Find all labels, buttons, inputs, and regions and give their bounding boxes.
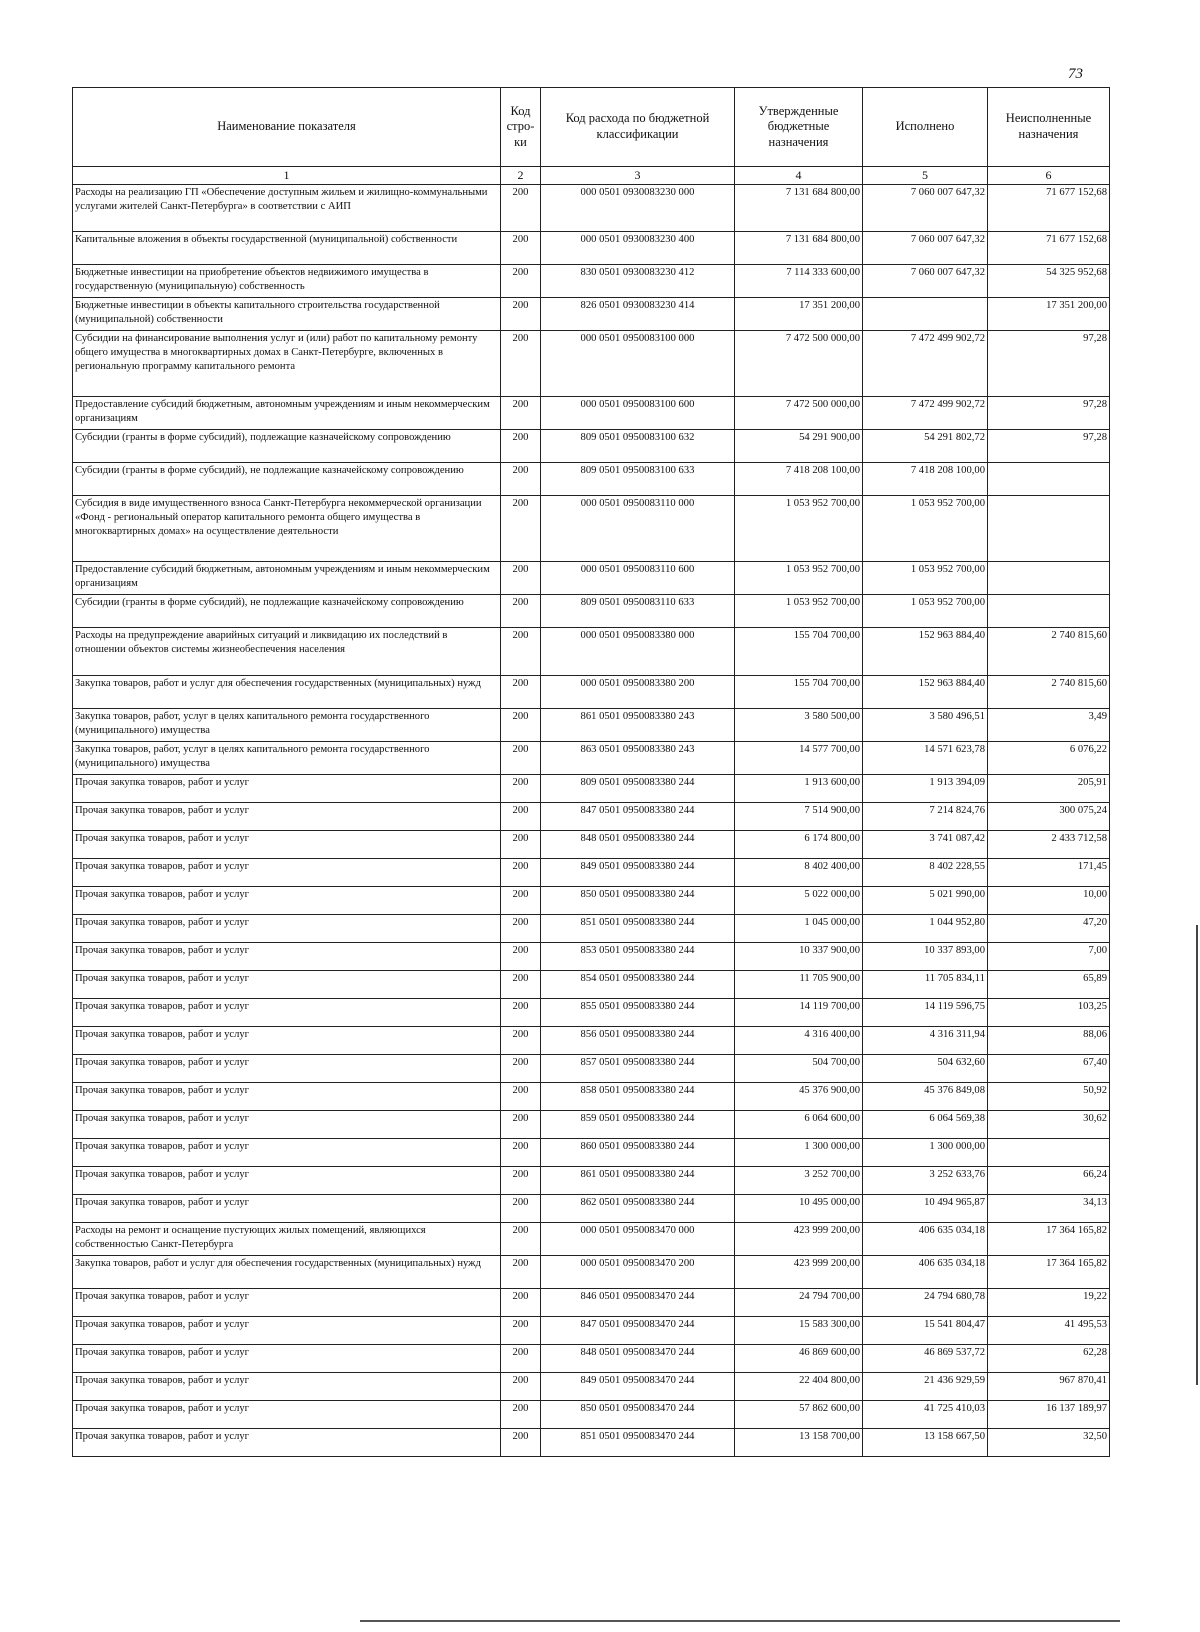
row-unexecuted <box>988 463 1110 496</box>
row-line-code: 200 <box>501 1167 541 1195</box>
table-row <box>73 496 1110 562</box>
row-unexecuted: 88,06 <box>988 1027 1110 1055</box>
row-name: Субсидии (гранты в форме субсидий), подлежащие казначейскому сопровождению <box>73 430 501 463</box>
row-line-code: 200 <box>501 943 541 971</box>
column-number: 1 <box>73 167 501 185</box>
row-unexecuted: 47,20 <box>988 915 1110 943</box>
row-name: Прочая закупка товаров, работ и услуг <box>73 887 501 915</box>
table-row <box>73 887 1110 915</box>
row-line-code: 200 <box>501 1317 541 1345</box>
row-line-code: 200 <box>501 1055 541 1083</box>
row-name: Прочая закупка товаров, работ и услуг <box>73 1289 501 1317</box>
row-executed: 24 794 680,78 <box>863 1289 988 1317</box>
row-unexecuted: 17 364 165,82 <box>988 1223 1110 1256</box>
row-classification: 000 0501 0950083470 200 <box>541 1256 735 1289</box>
row-executed: 45 376 849,08 <box>863 1083 988 1111</box>
row-name: Бюджетные инвестиции в объекты капитального строительства государственной (муниципальной) собственности <box>73 298 501 331</box>
row-name: Субсидии на финансирование выполнения услуг и (или) работ по капитальному ремонту общего имущества в многоквартирных домах в Санкт-Петербурге, включенных в региональную программу капитального ремонта <box>73 331 501 397</box>
row-executed: 3 252 633,76 <box>863 1167 988 1195</box>
table-row <box>73 943 1110 971</box>
row-executed: 13 158 667,50 <box>863 1429 988 1457</box>
row-executed: 6 064 569,38 <box>863 1111 988 1139</box>
row-approved: 13 158 700,00 <box>735 1429 863 1457</box>
row-executed: 1 053 952 700,00 <box>863 496 988 562</box>
row-line-code: 200 <box>501 971 541 999</box>
row-executed: 5 021 990,00 <box>863 887 988 915</box>
row-unexecuted: 54 325 952,68 <box>988 265 1110 298</box>
row-name: Предоставление субсидий бюджетным, автономным учреждениям и иным некоммерческим организациям <box>73 397 501 430</box>
row-approved: 6 174 800,00 <box>735 831 863 859</box>
row-approved: 46 869 600,00 <box>735 1345 863 1373</box>
table-row <box>73 1289 1110 1317</box>
row-unexecuted <box>988 562 1110 595</box>
table-row <box>73 397 1110 430</box>
row-line-code: 200 <box>501 265 541 298</box>
row-classification: 000 0501 0950083380 000 <box>541 628 735 676</box>
header-executed: Исполнено <box>863 88 988 167</box>
row-approved: 7 114 333 600,00 <box>735 265 863 298</box>
row-classification: 850 0501 0950083470 244 <box>541 1401 735 1429</box>
row-unexecuted: 65,89 <box>988 971 1110 999</box>
row-unexecuted: 2 433 712,58 <box>988 831 1110 859</box>
table-row <box>73 1256 1110 1289</box>
row-classification: 851 0501 0950083470 244 <box>541 1429 735 1457</box>
table-row <box>73 1429 1110 1457</box>
header-indicator-name: Наименование показателя <box>73 88 501 167</box>
row-line-code: 200 <box>501 1083 541 1111</box>
row-name: Прочая закупка товаров, работ и услуг <box>73 1139 501 1167</box>
row-approved: 1 053 952 700,00 <box>735 595 863 628</box>
table-row <box>73 1055 1110 1083</box>
row-name: Субсидия в виде имущественного взноса Санкт-Петербурга некоммерческой организации «Фонд - региональный оператор капитального ремонта общего имущества в многоквартирных домах» на осуществление деятельности <box>73 496 501 562</box>
table-row <box>73 859 1110 887</box>
row-executed: 11 705 834,11 <box>863 971 988 999</box>
row-approved: 7 131 684 800,00 <box>735 232 863 265</box>
row-line-code: 200 <box>501 1373 541 1401</box>
row-name: Расходы на предупреждение аварийных ситуаций и ликвидацию их последствий в отношении объектов системы жизнеобеспечения населения <box>73 628 501 676</box>
row-classification: 830 0501 0930083230 412 <box>541 265 735 298</box>
column-number: 3 <box>541 167 735 185</box>
table-row <box>73 676 1110 709</box>
row-executed: 8 402 228,55 <box>863 859 988 887</box>
row-approved: 6 064 600,00 <box>735 1111 863 1139</box>
row-line-code: 200 <box>501 496 541 562</box>
row-name: Прочая закупка товаров, работ и услуг <box>73 1317 501 1345</box>
row-name: Предоставление субсидий бюджетным, автономным учреждениям и иным некоммерческим организациям <box>73 562 501 595</box>
table-row <box>73 775 1110 803</box>
row-executed: 10 494 965,87 <box>863 1195 988 1223</box>
row-executed: 7 060 007 647,32 <box>863 232 988 265</box>
row-classification: 000 0501 0950083380 200 <box>541 676 735 709</box>
table-row <box>73 1373 1110 1401</box>
row-approved: 45 376 900,00 <box>735 1083 863 1111</box>
row-unexecuted: 103,25 <box>988 999 1110 1027</box>
row-name: Закупка товаров, работ, услуг в целях капитального ремонта государственного (муниципального) имущества <box>73 709 501 742</box>
row-approved: 5 022 000,00 <box>735 887 863 915</box>
row-executed: 14 119 596,75 <box>863 999 988 1027</box>
table-row <box>73 1317 1110 1345</box>
row-executed: 406 635 034,18 <box>863 1256 988 1289</box>
scan-edge-line <box>1196 925 1198 1385</box>
row-name: Прочая закупка товаров, работ и услуг <box>73 971 501 999</box>
row-approved: 11 705 900,00 <box>735 971 863 999</box>
table-row <box>73 331 1110 397</box>
row-name: Прочая закупка товаров, работ и услуг <box>73 1111 501 1139</box>
row-executed: 7 472 499 902,72 <box>863 331 988 397</box>
row-name: Прочая закупка товаров, работ и услуг <box>73 859 501 887</box>
row-approved: 10 495 000,00 <box>735 1195 863 1223</box>
row-approved: 57 862 600,00 <box>735 1401 863 1429</box>
row-line-code: 200 <box>501 1429 541 1457</box>
row-unexecuted: 17 351 200,00 <box>988 298 1110 331</box>
row-unexecuted: 16 137 189,97 <box>988 1401 1110 1429</box>
row-unexecuted: 10,00 <box>988 887 1110 915</box>
row-approved: 15 583 300,00 <box>735 1317 863 1345</box>
row-name: Прочая закупка товаров, работ и услуг <box>73 1195 501 1223</box>
row-approved: 7 514 900,00 <box>735 803 863 831</box>
row-executed: 3 741 087,42 <box>863 831 988 859</box>
row-classification: 000 0501 0930083230 400 <box>541 232 735 265</box>
row-line-code: 200 <box>501 676 541 709</box>
row-executed: 152 963 884,40 <box>863 628 988 676</box>
row-approved: 54 291 900,00 <box>735 430 863 463</box>
row-executed: 1 300 000,00 <box>863 1139 988 1167</box>
row-unexecuted: 97,28 <box>988 397 1110 430</box>
row-approved: 1 300 000,00 <box>735 1139 863 1167</box>
row-executed: 46 869 537,72 <box>863 1345 988 1373</box>
row-unexecuted: 41 495,53 <box>988 1317 1110 1345</box>
row-name: Прочая закупка товаров, работ и услуг <box>73 1055 501 1083</box>
row-unexecuted <box>988 496 1110 562</box>
table-body <box>73 185 1110 1457</box>
table-row <box>73 298 1110 331</box>
table-row <box>73 1195 1110 1223</box>
row-executed: 3 580 496,51 <box>863 709 988 742</box>
row-line-code: 200 <box>501 1195 541 1223</box>
row-line-code: 200 <box>501 430 541 463</box>
row-classification: 855 0501 0950083380 244 <box>541 999 735 1027</box>
row-approved: 14 577 700,00 <box>735 742 863 775</box>
row-classification: 000 0501 0950083110 000 <box>541 496 735 562</box>
row-name: Прочая закупка товаров, работ и услуг <box>73 1401 501 1429</box>
row-classification: 861 0501 0950083380 244 <box>541 1167 735 1195</box>
row-line-code: 200 <box>501 298 541 331</box>
row-executed: 504 632,60 <box>863 1055 988 1083</box>
row-line-code: 200 <box>501 709 541 742</box>
row-approved: 1 053 952 700,00 <box>735 496 863 562</box>
row-unexecuted: 97,28 <box>988 430 1110 463</box>
row-approved: 24 794 700,00 <box>735 1289 863 1317</box>
row-name: Расходы на ремонт и оснащение пустующих жилых помещений, являющихся собственностью Санкт-Петербурга <box>73 1223 501 1256</box>
row-name: Бюджетные инвестиции на приобретение объектов недвижимого имущества в государственную (муниципальную) собственность <box>73 265 501 298</box>
row-executed: 152 963 884,40 <box>863 676 988 709</box>
row-unexecuted: 71 677 152,68 <box>988 232 1110 265</box>
row-classification: 860 0501 0950083380 244 <box>541 1139 735 1167</box>
row-unexecuted: 6 076,22 <box>988 742 1110 775</box>
row-classification: 000 0501 0950083100 000 <box>541 331 735 397</box>
row-classification: 000 0501 0930083230 000 <box>541 185 735 232</box>
row-line-code: 200 <box>501 562 541 595</box>
table-row <box>73 1223 1110 1256</box>
row-classification: 809 0501 0950083380 244 <box>541 775 735 803</box>
row-line-code: 200 <box>501 1223 541 1256</box>
row-unexecuted: 34,13 <box>988 1195 1110 1223</box>
column-number: 5 <box>863 167 988 185</box>
row-executed: 7 418 208 100,00 <box>863 463 988 496</box>
row-classification: 809 0501 0950083100 633 <box>541 463 735 496</box>
table-row <box>73 742 1110 775</box>
row-classification: 846 0501 0950083470 244 <box>541 1289 735 1317</box>
table-row <box>73 1167 1110 1195</box>
row-approved: 3 252 700,00 <box>735 1167 863 1195</box>
row-line-code: 200 <box>501 232 541 265</box>
row-unexecuted: 32,50 <box>988 1429 1110 1457</box>
row-line-code: 200 <box>501 628 541 676</box>
row-approved: 7 131 684 800,00 <box>735 185 863 232</box>
row-unexecuted: 205,91 <box>988 775 1110 803</box>
row-executed: 7 472 499 902,72 <box>863 397 988 430</box>
row-name: Прочая закупка товаров, работ и услуг <box>73 831 501 859</box>
row-line-code: 200 <box>501 1401 541 1429</box>
row-name: Закупка товаров, работ и услуг для обеспечения государственных (муниципальных) нужд <box>73 676 501 709</box>
row-executed: 10 337 893,00 <box>863 943 988 971</box>
row-line-code: 200 <box>501 999 541 1027</box>
row-name: Прочая закупка товаров, работ и услуг <box>73 915 501 943</box>
row-approved: 155 704 700,00 <box>735 676 863 709</box>
row-executed: 21 436 929,59 <box>863 1373 988 1401</box>
row-name: Прочая закупка товаров, работ и услуг <box>73 999 501 1027</box>
row-line-code: 200 <box>501 803 541 831</box>
table-row <box>73 803 1110 831</box>
row-executed: 14 571 623,78 <box>863 742 988 775</box>
row-classification: 857 0501 0950083380 244 <box>541 1055 735 1083</box>
column-number: 6 <box>988 167 1110 185</box>
table-row <box>73 628 1110 676</box>
row-classification: 826 0501 0930083230 414 <box>541 298 735 331</box>
row-approved: 10 337 900,00 <box>735 943 863 971</box>
row-classification: 853 0501 0950083380 244 <box>541 943 735 971</box>
row-name: Прочая закупка товаров, работ и услуг <box>73 1429 501 1457</box>
row-approved: 4 316 400,00 <box>735 1027 863 1055</box>
row-approved: 155 704 700,00 <box>735 628 863 676</box>
row-approved: 423 999 200,00 <box>735 1256 863 1289</box>
row-unexecuted <box>988 1139 1110 1167</box>
table-row <box>73 430 1110 463</box>
row-unexecuted: 171,45 <box>988 859 1110 887</box>
row-approved: 7 472 500 000,00 <box>735 397 863 430</box>
header-budget-classification: Код расхода по бюджетной классификации <box>541 88 735 167</box>
row-name: Прочая закупка товаров, работ и услуг <box>73 803 501 831</box>
table-row <box>73 1345 1110 1373</box>
row-classification: 851 0501 0950083380 244 <box>541 915 735 943</box>
header-line-code: Код стро- ки <box>501 88 541 167</box>
row-name: Прочая закупка товаров, работ и услуг <box>73 1167 501 1195</box>
row-approved: 14 119 700,00 <box>735 999 863 1027</box>
row-approved: 17 351 200,00 <box>735 298 863 331</box>
table-row <box>73 463 1110 496</box>
row-line-code: 200 <box>501 859 541 887</box>
row-unexecuted: 3,49 <box>988 709 1110 742</box>
row-executed: 7 060 007 647,32 <box>863 265 988 298</box>
row-classification: 859 0501 0950083380 244 <box>541 1111 735 1139</box>
row-name: Прочая закупка товаров, работ и услуг <box>73 943 501 971</box>
row-line-code: 200 <box>501 1289 541 1317</box>
row-unexecuted: 2 740 815,60 <box>988 628 1110 676</box>
table-row <box>73 562 1110 595</box>
row-unexecuted: 66,24 <box>988 1167 1110 1195</box>
row-unexecuted: 50,92 <box>988 1083 1110 1111</box>
row-classification: 863 0501 0950083380 243 <box>541 742 735 775</box>
row-unexecuted: 967 870,41 <box>988 1373 1110 1401</box>
table-row <box>73 831 1110 859</box>
row-unexecuted: 67,40 <box>988 1055 1110 1083</box>
table-row <box>73 265 1110 298</box>
row-name: Закупка товаров, работ и услуг для обеспечения государственных (муниципальных) нужд <box>73 1256 501 1289</box>
row-classification: 848 0501 0950083470 244 <box>541 1345 735 1373</box>
table-row <box>73 595 1110 628</box>
row-executed: 54 291 802,72 <box>863 430 988 463</box>
table-row <box>73 915 1110 943</box>
row-classification: 000 0501 0950083100 600 <box>541 397 735 430</box>
table-row <box>73 185 1110 232</box>
row-name: Расходы на реализацию ГП «Обеспечение доступным жильем и жилищно-коммунальными услугами жителей Санкт-Петербурга» в соответствии с АИП <box>73 185 501 232</box>
row-line-code: 200 <box>501 331 541 397</box>
table-row <box>73 232 1110 265</box>
row-name: Закупка товаров, работ, услуг в целях капитального ремонта государственного (муниципального) имущества <box>73 742 501 775</box>
row-classification: 000 0501 0950083470 000 <box>541 1223 735 1256</box>
row-line-code: 200 <box>501 831 541 859</box>
row-executed: 406 635 034,18 <box>863 1223 988 1256</box>
table-row <box>73 1111 1110 1139</box>
scan-bottom-line <box>360 1620 1120 1622</box>
table-row <box>73 1027 1110 1055</box>
row-line-code: 200 <box>501 1345 541 1373</box>
column-number-row <box>73 167 1110 185</box>
row-classification: 848 0501 0950083380 244 <box>541 831 735 859</box>
row-executed: 7 214 824,76 <box>863 803 988 831</box>
row-executed: 1 053 952 700,00 <box>863 595 988 628</box>
row-unexecuted: 7,00 <box>988 943 1110 971</box>
row-name: Прочая закупка товаров, работ и услуг <box>73 1083 501 1111</box>
row-approved: 22 404 800,00 <box>735 1373 863 1401</box>
row-name: Капитальные вложения в объекты государственной (муниципальной) собственности <box>73 232 501 265</box>
row-executed <box>863 298 988 331</box>
table-row <box>73 1083 1110 1111</box>
row-executed: 7 060 007 647,32 <box>863 185 988 232</box>
row-line-code: 200 <box>501 595 541 628</box>
row-line-code: 200 <box>501 742 541 775</box>
header-unexecuted: Неисполненные назначения <box>988 88 1110 167</box>
row-line-code: 200 <box>501 915 541 943</box>
header-row <box>73 88 1110 167</box>
row-name: Прочая закупка товаров, работ и услуг <box>73 1345 501 1373</box>
row-line-code: 200 <box>501 887 541 915</box>
row-classification: 850 0501 0950083380 244 <box>541 887 735 915</box>
row-unexecuted: 71 677 152,68 <box>988 185 1110 232</box>
row-classification: 861 0501 0950083380 243 <box>541 709 735 742</box>
row-classification: 856 0501 0950083380 244 <box>541 1027 735 1055</box>
row-unexecuted: 97,28 <box>988 331 1110 397</box>
row-classification: 849 0501 0950083380 244 <box>541 859 735 887</box>
table-row <box>73 1139 1110 1167</box>
row-classification: 000 0501 0950083110 600 <box>541 562 735 595</box>
row-classification: 858 0501 0950083380 244 <box>541 1083 735 1111</box>
budget-execution-table <box>72 87 1110 1457</box>
row-executed: 1 053 952 700,00 <box>863 562 988 595</box>
row-approved: 8 402 400,00 <box>735 859 863 887</box>
row-approved: 1 045 000,00 <box>735 915 863 943</box>
row-classification: 809 0501 0950083110 633 <box>541 595 735 628</box>
column-number: 2 <box>501 167 541 185</box>
table-row <box>73 971 1110 999</box>
row-approved: 7 418 208 100,00 <box>735 463 863 496</box>
row-approved: 3 580 500,00 <box>735 709 863 742</box>
row-approved: 504 700,00 <box>735 1055 863 1083</box>
row-name: Прочая закупка товаров, работ и услуг <box>73 1027 501 1055</box>
row-line-code: 200 <box>501 1111 541 1139</box>
row-approved: 423 999 200,00 <box>735 1223 863 1256</box>
row-line-code: 200 <box>501 775 541 803</box>
header-approved: Утвержденные бюджетные назначения <box>735 88 863 167</box>
row-approved: 7 472 500 000,00 <box>735 331 863 397</box>
column-number: 4 <box>735 167 863 185</box>
row-classification: 847 0501 0950083380 244 <box>541 803 735 831</box>
row-unexecuted: 300 075,24 <box>988 803 1110 831</box>
page-number: 73 <box>1068 66 1083 82</box>
row-unexecuted: 30,62 <box>988 1111 1110 1139</box>
row-classification: 854 0501 0950083380 244 <box>541 971 735 999</box>
row-line-code: 200 <box>501 463 541 496</box>
row-unexecuted: 62,28 <box>988 1345 1110 1373</box>
row-line-code: 200 <box>501 1027 541 1055</box>
row-unexecuted: 2 740 815,60 <box>988 676 1110 709</box>
row-name: Прочая закупка товаров, работ и услуг <box>73 1373 501 1401</box>
row-unexecuted <box>988 595 1110 628</box>
row-name: Субсидии (гранты в форме субсидий), не подлежащие казначейскому сопровождению <box>73 463 501 496</box>
row-name: Прочая закупка товаров, работ и услуг <box>73 775 501 803</box>
row-executed: 1 044 952,80 <box>863 915 988 943</box>
row-classification: 862 0501 0950083380 244 <box>541 1195 735 1223</box>
row-classification: 809 0501 0950083100 632 <box>541 430 735 463</box>
row-unexecuted: 19,22 <box>988 1289 1110 1317</box>
row-line-code: 200 <box>501 185 541 232</box>
row-name: Субсидии (гранты в форме субсидий), не подлежащие казначейскому сопровождению <box>73 595 501 628</box>
table-row <box>73 999 1110 1027</box>
row-approved: 1 053 952 700,00 <box>735 562 863 595</box>
row-line-code: 200 <box>501 397 541 430</box>
row-unexecuted: 17 364 165,82 <box>988 1256 1110 1289</box>
row-approved: 1 913 600,00 <box>735 775 863 803</box>
table-row <box>73 709 1110 742</box>
row-line-code: 200 <box>501 1256 541 1289</box>
row-executed: 4 316 311,94 <box>863 1027 988 1055</box>
row-executed: 15 541 804,47 <box>863 1317 988 1345</box>
row-line-code: 200 <box>501 1139 541 1167</box>
row-executed: 1 913 394,09 <box>863 775 988 803</box>
row-classification: 849 0501 0950083470 244 <box>541 1373 735 1401</box>
table-row <box>73 1401 1110 1429</box>
row-executed: 41 725 410,03 <box>863 1401 988 1429</box>
row-classification: 847 0501 0950083470 244 <box>541 1317 735 1345</box>
